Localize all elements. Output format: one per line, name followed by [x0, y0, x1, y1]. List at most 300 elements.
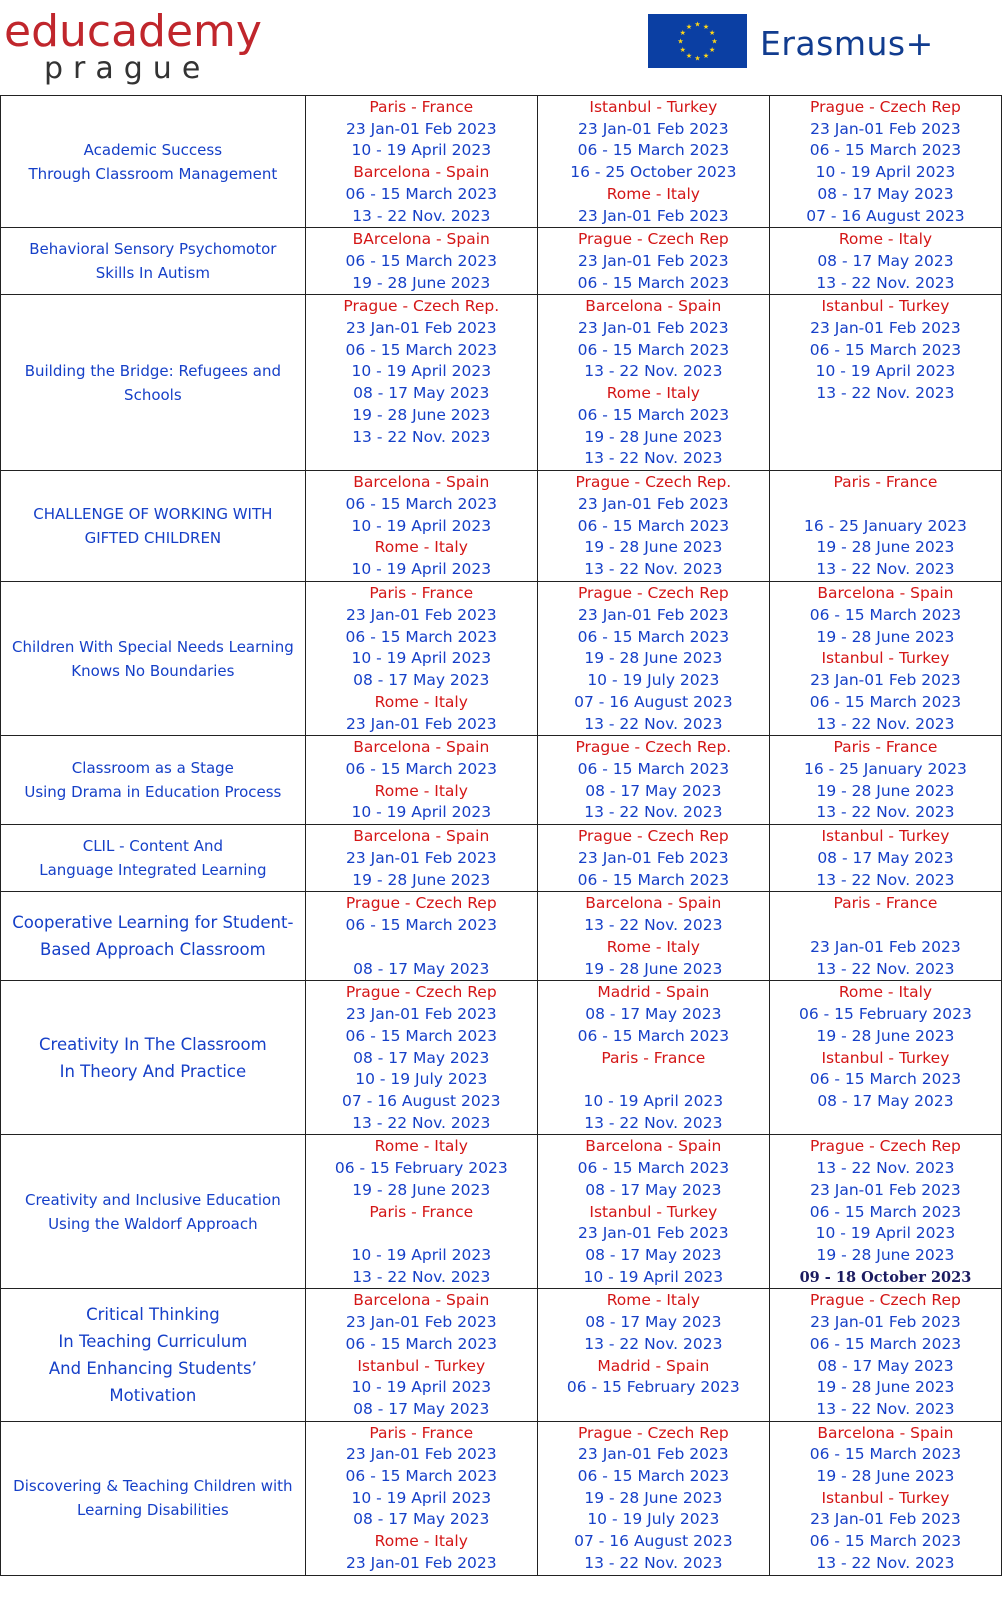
logo-brand: educademy	[4, 6, 262, 57]
session-date: 06 - 15 March 2023	[809, 606, 962, 625]
session-date: 06 - 15 March 2023	[577, 627, 730, 646]
session-location: Prague - Czech Rep	[810, 1137, 961, 1156]
session-date: 10 - 19 July 2023	[587, 1510, 720, 1529]
session-cell	[537, 1421, 769, 1575]
session-date: 23 Jan-01 Feb 2023	[810, 119, 961, 138]
session-location: Paris - France	[369, 98, 474, 116]
session-date: 10 - 19 April 2023	[351, 362, 492, 381]
course-title-line: And Enhancing Students’	[48, 1359, 257, 1379]
session-cell	[769, 295, 1001, 471]
blank-line	[770, 915, 1001, 937]
session-cell	[537, 471, 769, 582]
course-title	[1, 1135, 306, 1289]
session-date: 19 - 28 June 2023	[816, 1026, 955, 1045]
eu-star-icon: ★	[685, 52, 693, 61]
session-cell	[305, 96, 537, 228]
session-location: Prague - Czech Rep	[345, 894, 497, 913]
session-date: 13 - 22 Nov. 2023	[816, 803, 955, 822]
session-date: 23 Jan-01 Feb 2023	[345, 1313, 497, 1332]
course-title-line: Using Drama in Education Process	[24, 783, 282, 802]
eu-star-icon: ★	[711, 37, 718, 46]
session-date: 06 - 15 March 2023	[809, 141, 962, 160]
course-title-line: Classroom as a Stage	[71, 759, 234, 778]
session-date: 06 - 15 February 2023	[566, 1378, 740, 1397]
session-date: 13 - 22 Nov. 2023	[816, 1399, 955, 1418]
session-date: 23 Jan-01 Feb 2023	[578, 251, 729, 270]
session-date: 06 - 15 March 2023	[577, 273, 730, 292]
session-date: 10 - 19 April 2023	[351, 516, 492, 535]
logo-city-text: prague	[44, 51, 211, 86]
course-title	[1, 892, 306, 981]
session-date: 08 - 17 May 2023	[585, 1245, 722, 1264]
session-date: 06 - 15 March 2023	[577, 870, 730, 889]
session-date: 23 Jan-01 Feb 2023	[345, 119, 497, 138]
session-date: 23 Jan-01 Feb 2023	[345, 1445, 497, 1464]
session-date: 08 - 17 May 2023	[585, 1313, 722, 1332]
session-cell	[769, 892, 1001, 981]
session-date: 06 - 15 March 2023	[345, 495, 497, 514]
eu-star-icon: ★	[709, 46, 716, 54]
eu-star-icon: ★	[694, 20, 701, 29]
session-date: 06 - 15 March 2023	[809, 692, 962, 711]
course-row	[1, 736, 1002, 825]
session-location: Paris - France	[369, 584, 474, 603]
blank-line	[770, 494, 1001, 516]
session-date: 13 - 22 Nov. 2023	[816, 1159, 955, 1178]
session-date: 06 - 15 March 2023	[345, 916, 497, 935]
session-date: 19 - 28 June 2023	[816, 538, 955, 557]
session-location: Barcelona - Spain	[353, 163, 490, 182]
session-cell	[769, 582, 1001, 736]
session-cell	[769, 96, 1001, 228]
session-location: Istanbul - Turkey	[821, 1048, 950, 1067]
session-date: 13 - 22 Nov. 2023	[816, 273, 955, 292]
session-date: 06 - 15 March 2023	[345, 251, 497, 270]
session-date: 06 - 15 March 2023	[345, 627, 497, 646]
course-row	[1, 1421, 1002, 1575]
session-cell	[537, 736, 769, 825]
session-location: Rome - Italy	[606, 1291, 700, 1310]
session-date: 10 - 19 April 2023	[351, 560, 492, 579]
session-date: 10 - 19 April 2023	[583, 1091, 724, 1110]
blank-line	[538, 1069, 769, 1091]
session-cell	[305, 1135, 537, 1289]
session-date: 10 - 19 April 2023	[351, 1488, 492, 1507]
session-date: 06 - 15 February 2023	[799, 1005, 972, 1024]
session-cell	[537, 825, 769, 892]
session-location: Barcelona - Spain	[353, 473, 490, 492]
course-title-line: CLIL - Content And	[82, 837, 223, 856]
eu-star-icon: ★	[694, 54, 701, 63]
session-date: 23 Jan-01 Feb 2023	[578, 119, 729, 138]
session-date: 08 - 17 May 2023	[817, 1356, 954, 1375]
session-location: Barcelona - Spain	[585, 1137, 722, 1156]
session-date: 10 - 19 April 2023	[351, 649, 492, 668]
course-row	[1, 295, 1002, 471]
session-date: 06 - 15 March 2023	[345, 1467, 497, 1486]
session-cell	[305, 1289, 537, 1421]
session-date: 13 - 22 Nov. 2023	[816, 870, 955, 889]
session-location: Barcelona - Spain	[817, 1423, 954, 1442]
session-location: Paris - France	[833, 894, 938, 913]
session-date: 13 - 22 Nov. 2023	[584, 1553, 723, 1572]
session-cell	[305, 736, 537, 825]
session-date: 13 - 22 Nov. 2023	[584, 714, 723, 733]
session-cell	[305, 892, 537, 981]
eu-star-icon: ★	[685, 22, 693, 31]
session-date: 23 Jan-01 Feb 2023	[810, 1180, 961, 1199]
session-date: 10 - 19 April 2023	[583, 1267, 724, 1286]
course-title-line: Discovering & Teaching Children with	[13, 1477, 293, 1496]
session-date: 06 - 15 February 2023	[334, 1159, 508, 1178]
session-date: 23 Jan-01 Feb 2023	[810, 319, 961, 338]
session-date: 08 - 17 May 2023	[353, 1399, 490, 1418]
logo-brand-text	[4, 8, 262, 56]
session-date: 10 - 19 April 2023	[815, 163, 956, 182]
course-row	[1, 582, 1002, 736]
course-row	[1, 96, 1002, 228]
session-date: 06 - 15 March 2023	[809, 1532, 962, 1551]
page-header	[0, 0, 1004, 94]
session-location: Rome - Italy	[374, 538, 468, 557]
session-date: 08 - 17 May 2023	[817, 849, 954, 868]
eu-star-icon: ★	[702, 52, 710, 61]
session-cell	[769, 1421, 1001, 1575]
course-row	[1, 1135, 1002, 1289]
session-date: 23 Jan-01 Feb 2023	[578, 849, 729, 868]
session-date: 10 - 19 July 2023	[355, 1070, 488, 1089]
session-date: 19 - 28 June 2023	[352, 273, 491, 292]
session-date: 08 - 17 May 2023	[585, 781, 722, 800]
session-location: Prague - Czech Rep	[810, 1291, 961, 1310]
session-cell	[769, 1135, 1001, 1289]
session-date: 16 - 25 October 2023	[570, 163, 737, 182]
session-location: Prague - Czech Rep.	[575, 473, 732, 492]
course-title-line: Motivation	[109, 1386, 197, 1406]
session-date: 06 - 15 March 2023	[577, 1159, 730, 1178]
eu-flag-icon	[648, 14, 747, 68]
course-title	[1, 1289, 306, 1421]
session-date: 06 - 15 March 2023	[577, 516, 730, 535]
session-cell	[537, 981, 769, 1135]
session-location: Prague - Czech Rep	[577, 827, 729, 846]
course-title-line: Building the Bridge: Refugees and	[24, 361, 281, 380]
course-title	[1, 825, 306, 892]
session-location: Istanbul - Turkey	[821, 1488, 950, 1507]
course-title-line: Academic Success	[83, 140, 223, 159]
session-location: Madrid - Spain	[597, 983, 710, 1002]
session-date: 06 - 15 March 2023	[809, 1202, 962, 1221]
session-date: 23 Jan-01 Feb 2023	[578, 206, 729, 225]
session-location: Prague - Czech Rep	[345, 983, 497, 1002]
session-date: 08 - 17 May 2023	[817, 1091, 954, 1110]
course-title-line: In Teaching Curriculum	[58, 1332, 248, 1352]
session-cell	[305, 825, 537, 892]
session-date: 16 - 25 January 2023	[803, 516, 967, 535]
session-date: 08 - 17 May 2023	[585, 1180, 722, 1199]
session-location: Prague - Czech Rep.	[343, 297, 500, 316]
session-date: 13 - 22 Nov. 2023	[352, 206, 491, 225]
session-date: 06 - 15 March 2023	[345, 340, 497, 359]
session-date: 06 - 15 March 2023	[809, 1070, 962, 1089]
session-date: 08 - 17 May 2023	[817, 184, 954, 203]
session-date: 19 - 28 June 2023	[584, 1488, 723, 1507]
session-date: 23 Jan-01 Feb 2023	[810, 1510, 961, 1529]
session-location: Istanbul - Turkey	[821, 297, 950, 316]
session-location: Rome - Italy	[374, 1137, 468, 1156]
course-row	[1, 892, 1002, 981]
session-date: 08 - 17 May 2023	[353, 384, 490, 403]
session-cell	[305, 582, 537, 736]
session-date: 23 Jan-01 Feb 2023	[810, 671, 961, 690]
session-cell	[305, 981, 537, 1135]
session-date: 19 - 28 June 2023	[816, 627, 955, 646]
session-cell	[305, 295, 537, 471]
session-date: 10 - 19 April 2023	[351, 141, 492, 160]
session-date: 19 - 28 June 2023	[816, 1467, 955, 1486]
session-date: 06 - 15 March 2023	[577, 141, 730, 160]
session-date: 23 Jan-01 Feb 2023	[345, 606, 497, 625]
session-date: 19 - 28 June 2023	[584, 959, 723, 978]
session-cell	[537, 96, 769, 228]
session-date: 19 - 28 June 2023	[816, 1378, 955, 1397]
session-cell	[537, 295, 769, 471]
session-date: 13 - 22 Nov. 2023	[816, 714, 955, 733]
session-location: Barcelona - Spain	[353, 738, 490, 757]
course-title	[1, 736, 306, 825]
session-date: 10 - 19 April 2023	[815, 1224, 956, 1243]
session-location: Rome - Italy	[606, 184, 700, 203]
course-title-line: Knows No Boundaries	[71, 661, 235, 680]
session-date: 13 - 22 Nov. 2023	[584, 916, 723, 935]
session-location: Prague - Czech Rep	[577, 230, 729, 249]
session-date: 13 - 22 Nov. 2023	[584, 1334, 723, 1353]
session-location: Rome - Italy	[838, 983, 933, 1002]
course-title-line: Behavioral Sensory Psychomotor	[29, 240, 277, 259]
session-date: 10 - 19 April 2023	[351, 803, 492, 822]
course-title	[1, 981, 306, 1135]
course-title-line: Language Integrated Learning	[39, 861, 267, 880]
session-location: Barcelona - Spain	[585, 894, 722, 913]
session-location: Prague - Czech Rep	[577, 1423, 729, 1442]
session-date: 13 - 22 Nov. 2023	[816, 959, 955, 978]
session-date: 23 Jan-01 Feb 2023	[578, 495, 729, 514]
session-date: 06 - 15 March 2023	[809, 1445, 962, 1464]
session-date: 06 - 15 March 2023	[345, 760, 497, 779]
session-date: 06 - 15 March 2023	[809, 340, 962, 359]
course-row	[1, 471, 1002, 582]
session-cell	[537, 582, 769, 736]
course-title-line: Cooperative Learning for Student-	[12, 913, 294, 933]
session-location: Rome - Italy	[838, 230, 933, 249]
session-date: 13 - 22 Nov. 2023	[816, 1553, 955, 1572]
session-date: 06 - 15 March 2023	[809, 1334, 962, 1353]
course-row	[1, 228, 1002, 295]
session-date: 23 Jan-01 Feb 2023	[578, 1224, 729, 1243]
session-location: BArcelona - Spain	[352, 230, 490, 249]
session-date: 19 - 28 June 2023	[352, 1180, 491, 1199]
course-title	[1, 295, 306, 471]
session-cell	[769, 471, 1001, 582]
course-title-line: Through Classroom Management	[28, 164, 278, 183]
session-date: 13 - 22 Nov. 2023	[584, 560, 723, 579]
session-date: 06 - 15 March 2023	[577, 405, 730, 424]
session-date: 19 - 28 June 2023	[352, 870, 491, 889]
session-location: Rome - Italy	[374, 692, 468, 711]
session-location: Istanbul - Turkey	[589, 98, 718, 116]
session-date: 13 - 22 Nov. 2023	[584, 803, 723, 822]
session-date: 13 - 22 Nov. 2023	[816, 384, 955, 403]
session-date: 19 - 28 June 2023	[352, 405, 491, 424]
session-date: 08 - 17 May 2023	[353, 671, 490, 690]
session-location: Paris - France	[369, 1423, 474, 1442]
session-date: 07 - 16 August 2023	[574, 692, 733, 711]
session-location: Istanbul - Turkey	[821, 827, 950, 846]
session-cell	[537, 1289, 769, 1421]
course-title-line: Using the Waldorf Approach	[48, 1214, 258, 1233]
eu-star-icon: ★	[679, 29, 686, 37]
session-location: Barcelona - Spain	[353, 827, 490, 846]
session-location: Prague - Czech Rep.	[575, 738, 732, 757]
session-cell	[305, 471, 537, 582]
session-date: 08 - 17 May 2023	[817, 251, 954, 270]
session-date: 13 - 22 Nov. 2023	[584, 449, 723, 468]
course-title-line: Creativity In The Classroom	[39, 1034, 267, 1054]
session-date: 13 - 22 Nov. 2023	[584, 362, 723, 381]
session-date: 23 Jan-01 Feb 2023	[345, 714, 497, 733]
session-date: 06 - 15 March 2023	[577, 340, 730, 359]
session-location: Rome - Italy	[374, 1532, 468, 1551]
session-location: Rome - Italy	[606, 937, 700, 956]
session-cell	[305, 228, 537, 295]
session-date: 10 - 19 April 2023	[351, 1245, 492, 1264]
session-date: 13 - 22 Nov. 2023	[352, 1267, 491, 1286]
course-title-line: Children With Special Needs Learning	[12, 637, 294, 656]
session-date: 23 Jan-01 Feb 2023	[345, 1005, 497, 1024]
blank-line	[306, 1223, 537, 1245]
course-row	[1, 981, 1002, 1135]
session-location: Barcelona - Spain	[585, 297, 722, 316]
session-date: 08 - 17 May 2023	[585, 1005, 722, 1024]
session-date: 13 - 22 Nov. 2023	[352, 1113, 491, 1132]
session-date: 07 - 16 August 2023	[574, 1532, 733, 1551]
session-date: 06 - 15 March 2023	[577, 1467, 730, 1486]
session-cell	[769, 228, 1001, 295]
session-location: Madrid - Spain	[597, 1356, 710, 1375]
course-title-line: Learning Disabilities	[77, 1501, 229, 1520]
session-cell	[769, 981, 1001, 1135]
course-schedule-table	[0, 95, 1002, 1576]
session-date: 19 - 28 June 2023	[584, 538, 723, 557]
session-date: 23 Jan-01 Feb 2023	[810, 937, 961, 956]
erasmus-logo	[648, 14, 978, 70]
session-date: 19 - 28 June 2023	[584, 427, 723, 446]
blank-line	[306, 937, 537, 959]
session-location: Istanbul - Turkey	[589, 1202, 718, 1221]
session-date: 10 - 19 April 2023	[351, 1378, 492, 1397]
session-date: 13 - 22 Nov. 2023	[352, 427, 491, 446]
session-date: 23 Jan-01 Feb 2023	[345, 849, 497, 868]
eu-star-icon: ★	[709, 29, 716, 37]
session-date: 06 - 15 March 2023	[345, 1334, 497, 1353]
session-location: Istanbul - Turkey	[821, 649, 950, 668]
session-location: Paris - France	[833, 738, 938, 757]
course-row	[1, 1289, 1002, 1421]
session-date: 08 - 17 May 2023	[353, 1048, 490, 1067]
session-location: Barcelona - Spain	[353, 1291, 490, 1310]
session-cell	[769, 736, 1001, 825]
educademy-logo	[4, 8, 274, 88]
session-cell	[769, 825, 1001, 892]
erasmus-label: Erasmus+	[760, 24, 934, 63]
eu-star-icon: ★	[679, 46, 686, 54]
session-date: 06 - 15 March 2023	[577, 1026, 730, 1045]
session-cell	[305, 1421, 537, 1575]
session-location: Paris - France	[601, 1048, 706, 1067]
session-date: 23 Jan-01 Feb 2023	[345, 1553, 497, 1572]
session-cell	[537, 1135, 769, 1289]
session-date: 23 Jan-01 Feb 2023	[578, 606, 729, 625]
course-title-line: GIFTED CHILDREN	[84, 529, 222, 548]
course-title-line: In Theory And Practice	[59, 1061, 247, 1081]
course-title-line: CHALLENGE OF WORKING WITH	[33, 505, 273, 524]
course-title-line: Based Approach Classroom	[40, 940, 266, 960]
course-title-line: Schools	[124, 385, 182, 404]
session-location: Barcelona - Spain	[817, 584, 954, 603]
session-date: 23 Jan-01 Feb 2023	[578, 1445, 729, 1464]
session-date: 19 - 28 June 2023	[816, 1245, 955, 1264]
session-date: 23 Jan-01 Feb 2023	[810, 1313, 961, 1332]
session-date: 16 - 25 January 2023	[803, 760, 967, 779]
session-date: 13 - 22 Nov. 2023	[584, 1113, 723, 1132]
eu-star-icon: ★	[677, 37, 684, 46]
session-location: Paris - France	[833, 473, 938, 492]
course-title	[1, 582, 306, 736]
session-date: 10 - 19 April 2023	[815, 362, 956, 381]
session-location: Rome - Italy	[606, 384, 700, 403]
session-date: 19 - 28 June 2023	[816, 781, 955, 800]
session-date: 07 - 16 August 2023	[806, 206, 965, 225]
session-location: Rome - Italy	[374, 781, 468, 800]
session-date: 07 - 16 August 2023	[342, 1091, 501, 1110]
session-date: 06 - 15 March 2023	[345, 184, 497, 203]
session-date: 13 - 22 Nov. 2023	[816, 560, 955, 579]
session-date: 19 - 28 June 2023	[584, 649, 723, 668]
course-title-line: Creativity and Inclusive Education	[25, 1190, 281, 1209]
eu-star-icon: ★	[702, 22, 710, 31]
course-title	[1, 96, 306, 228]
course-title-line: Critical Thinking	[86, 1305, 220, 1325]
session-date: 23 Jan-01 Feb 2023	[578, 319, 729, 338]
session-cell	[537, 892, 769, 981]
course-title	[1, 228, 306, 295]
course-title	[1, 1421, 306, 1575]
session-date: 06 - 15 March 2023	[577, 760, 730, 779]
session-date: 06 - 15 March 2023	[345, 1026, 497, 1045]
session-date: 23 Jan-01 Feb 2023	[345, 319, 497, 338]
session-cell	[537, 228, 769, 295]
session-date: 08 - 17 May 2023	[353, 1510, 490, 1529]
session-date: 10 - 19 July 2023	[587, 671, 720, 690]
session-location: Prague - Czech Rep	[577, 584, 729, 603]
session-location: Istanbul - Turkey	[357, 1356, 486, 1375]
course-row	[1, 825, 1002, 892]
session-location: Prague - Czech Rep	[810, 98, 961, 116]
session-location: Paris - France	[369, 1202, 474, 1221]
session-date: 09 - 18 October 2023	[799, 1268, 972, 1286]
session-cell	[769, 1289, 1001, 1421]
course-title	[1, 471, 306, 582]
